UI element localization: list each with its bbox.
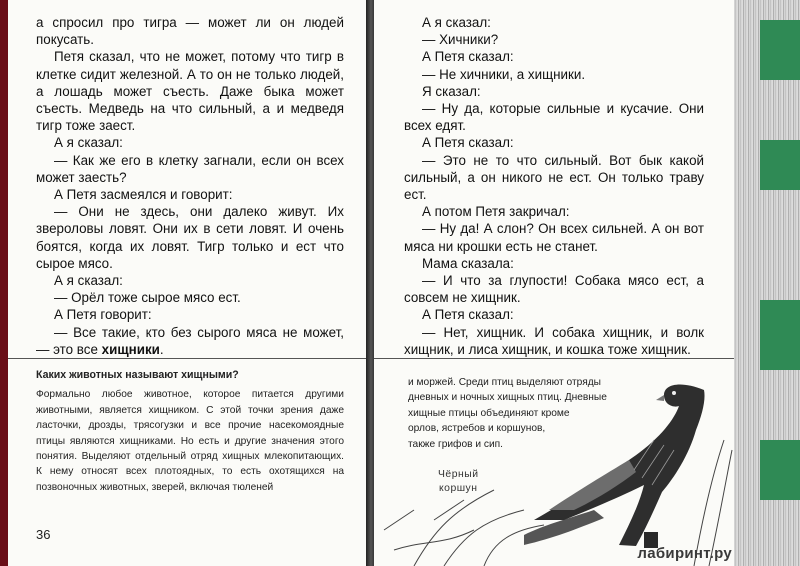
story-paragraph: — Ну да, которые сильные и кусачие. Они всех едят. bbox=[404, 101, 704, 134]
story-paragraph: — И что за глупости! Собака мясо ест, а совсем не хищник. bbox=[404, 273, 704, 306]
page-edges bbox=[734, 0, 800, 566]
right-page bbox=[374, 0, 734, 566]
story-paragraph: А я сказал: bbox=[422, 15, 491, 30]
story-paragraph: А Петя говорит: bbox=[54, 307, 152, 323]
story-paragraph: А Петя засмеялся и говорит: bbox=[54, 187, 233, 203]
right-divider bbox=[374, 358, 734, 359]
bold-term: хищники bbox=[101, 341, 160, 357]
edge-tab bbox=[760, 20, 800, 80]
edge-tab bbox=[760, 440, 800, 500]
story-paragraph: А я сказал: bbox=[54, 135, 123, 151]
story-paragraph: — Не хичники, а хищники. bbox=[422, 66, 586, 82]
paragraph-text: . bbox=[159, 341, 164, 357]
story-paragraph: — Орёл тоже сырое мясо ест. bbox=[54, 290, 241, 306]
story-paragraph: Петя сказал, что не может, потому что тигр в клетке сидит железной. А то он не только людей, а лошадь может съесть. Даже быка может съесть. Медведь на что сильный, а и медведя тигр тоже заест. bbox=[36, 49, 344, 134]
story-paragraph: Мама сказала: bbox=[422, 255, 514, 271]
info-line: дневных и ночных хищных птиц. Дневные bbox=[408, 392, 607, 404]
story-paragraph: — Это не то что сильный. Вот бык какой сильный, а он никого не ест. Он только траву ест. bbox=[404, 152, 704, 203]
caption-line-2: коршун bbox=[439, 483, 478, 494]
story-paragraph: — Как же его в клетку загнали, если он всех может заесть? bbox=[36, 152, 344, 185]
paragraph-text: — Все такие, кто без сырого мяса не может, — это все bbox=[36, 324, 344, 357]
story-paragraph: Я сказал: bbox=[422, 83, 481, 99]
story-paragraph: — Они не здесь, они далеко живут. Их звероловы ловят. Они их в сети ловят. И очень боятся, когда их ловят. Тигр только и ест что сырое мясо. bbox=[36, 204, 344, 271]
left-page bbox=[0, 0, 368, 566]
info-line: орлов, ястребов и коршунов, bbox=[408, 423, 546, 435]
story-paragraph: — Нет, хищник. И собака хищник, и волк хищник, и лиса хищник, и кошка тоже хищник. bbox=[404, 324, 704, 357]
left-divider bbox=[8, 358, 368, 359]
right-story-text bbox=[404, 14, 704, 358]
story-paragraph: — Хичники? bbox=[422, 32, 499, 48]
story-paragraph: А потом Петя закричал: bbox=[422, 204, 570, 220]
story-paragraph: А Петя сказал: bbox=[422, 135, 514, 151]
story-paragraph: А Петя сказал: bbox=[422, 307, 514, 323]
info-box-text: Формально любое животное, которое питается другими животными, является хищником. С этой точки зрения даже ласточки, дрозды, трясогузки и все прочие насекомоядные птицы являются хищниками. Но есть и другие значения этого понятия. Выделяют отдельный отряд хищных млекопитающих. К нему относят всех плотоядных, то есть охотящихся на позвоночных животных, зверей, включая тюленей bbox=[36, 389, 344, 493]
story-paragraph: а спросил про тигра — может ли он людей покусать. bbox=[36, 15, 344, 48]
predators-info-continued bbox=[408, 375, 618, 452]
story-paragraph: А я сказал: bbox=[54, 273, 123, 289]
story-paragraph: — Ну да! А слон? Он всех сильней. А он вот мяса ни крошки есть не станет. bbox=[404, 221, 704, 254]
left-story-text bbox=[36, 14, 344, 358]
edge-tab bbox=[760, 300, 800, 370]
info-line: также грифов и сип. bbox=[408, 438, 504, 450]
info-line: хищные птицы объединяют кроме bbox=[408, 407, 570, 419]
page-number: 36 bbox=[36, 527, 51, 542]
predators-info-box bbox=[36, 368, 344, 495]
info-box-title: Каких животных называют хищными? bbox=[36, 369, 239, 381]
watermark: лабиринт.ру bbox=[637, 545, 732, 562]
illustration-caption bbox=[438, 468, 479, 496]
story-paragraph bbox=[36, 324, 344, 358]
edge-tab bbox=[760, 140, 800, 190]
caption-line-1: Чёрный bbox=[438, 469, 479, 480]
info-line: и моржей. Среди птиц выделяют отряды bbox=[408, 377, 601, 388]
story-paragraph: А Петя сказал: bbox=[422, 49, 514, 65]
